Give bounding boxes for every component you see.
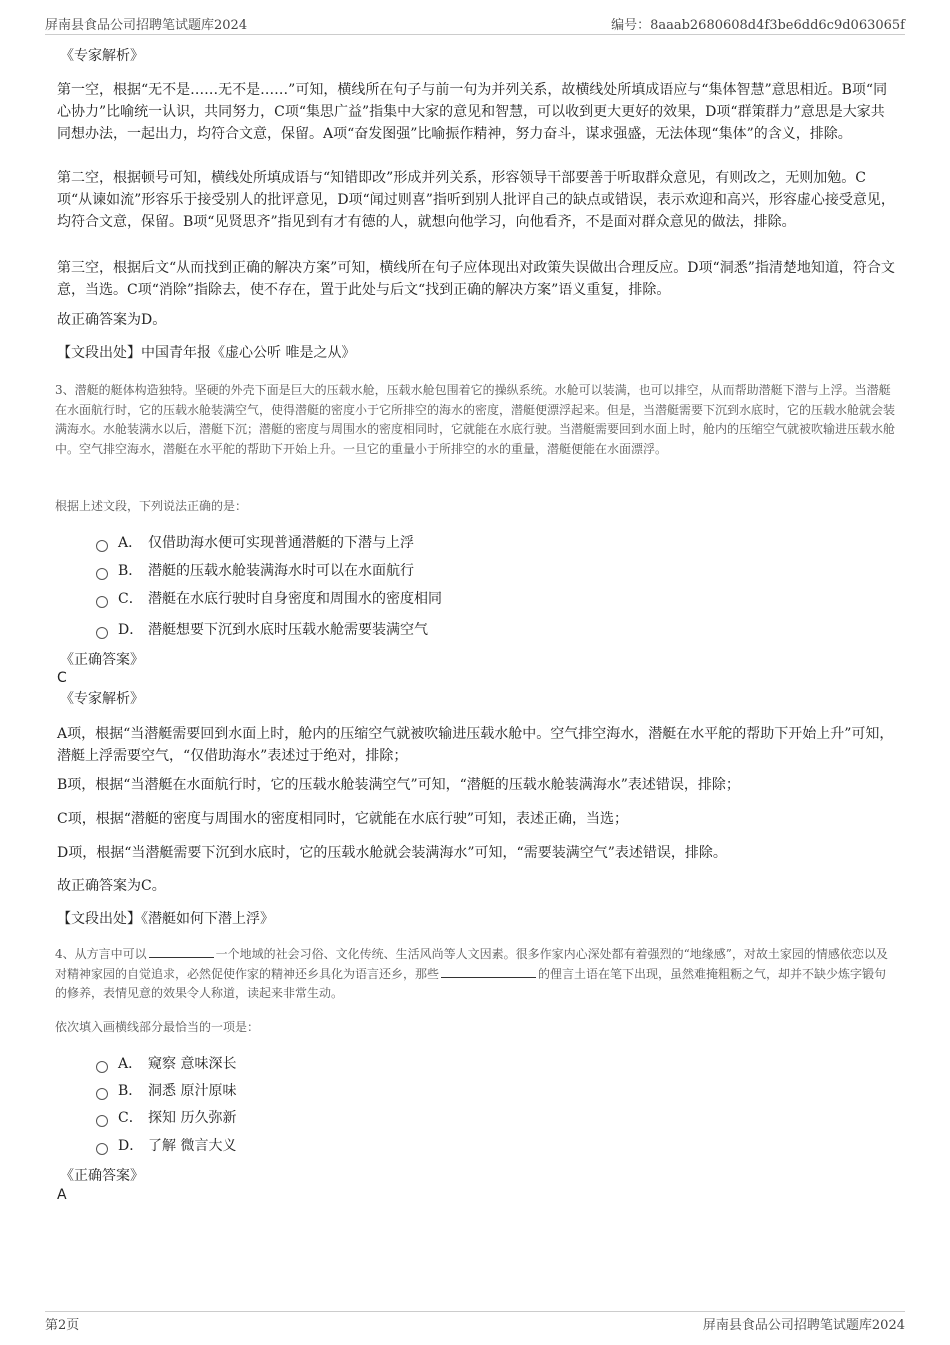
fill-blank-2 <box>441 965 536 978</box>
q3-option-a[interactable]: A． 仅借助海水便可实现普通潜艇的下潜与上浮 <box>96 533 414 553</box>
q2-analysis-label: 《专家解析》 <box>60 48 144 64</box>
q3-answer-label: 《正确答案》 <box>60 652 144 668</box>
q4-option-b[interactable]: B． 洞悉 原汁原味 <box>96 1081 236 1101</box>
footer-title: 屏南县食品公司招聘笔试题库2024 <box>702 1318 905 1333</box>
header-document-id: 编号：8aaab2680608d4f3be6dd6c9d063065f <box>611 18 905 33</box>
q3-analysis-d: D项，根据“当潜艇需要下沉到水底时，它的压载水舱就会装满海水”可知，“需要装满空气”表述错误，排除。 <box>57 845 727 861</box>
page-header <box>45 14 905 35</box>
q3-option-d[interactable]: D． 潜艇想要下沉到水底时压载水舱需要装满空气 <box>96 620 428 640</box>
q2-conclusion: 故正确答案为D。 <box>57 312 167 328</box>
q3-answer: C <box>57 670 67 686</box>
radio-icon[interactable] <box>96 627 108 639</box>
q4-option-a[interactable]: A． 窥察 意味深长 <box>96 1054 236 1074</box>
q3-stem: 3、潜艇的艇体构造独特。坚硬的外壳下面是巨大的压载水舱，压载水舱包围着它的操纵系统。水舱可以装满，也可以排空，从而帮助潜艇下潜与上浮。当潜艇在水面航行时，它的压载水舱装满空气，使得潜艇的密度小于它所排空的海水的密度，潜艇便漂浮起来。但是，当潜艇需要下沉到水底时，它的压载水舱就会装满海水。水舱装满水以后，潜艇下沉；潜艇的密度与周围水的密度相同时，它就能在水底行驶。当潜艇需要回到水面上时，舱内的压缩空气就被吹输进压载水舱中。空气排空海水，潜艇在水平舵的帮助下开始上升。一旦它的重量小于所排空的水的重量，潜艇便能在水面漂浮。 <box>55 383 896 456</box>
radio-icon[interactable] <box>96 568 108 580</box>
page-footer <box>45 1311 905 1336</box>
q3-analysis-c: C项，根据“潜艇的密度与周围水的密度相同时，它就能在水底行驶”可知，表述正确，当选； <box>57 811 629 827</box>
radio-icon[interactable] <box>96 596 108 608</box>
q4-option-d[interactable]: D． 了解 微言大义 <box>96 1136 236 1156</box>
q3-option-b[interactable]: B． 潜艇的压载水舱装满海水时可以在水面航行 <box>96 561 414 581</box>
q2-analysis-paragraph-3: 第三空，根据后文“从而找到正确的解决方案”可知，横线所在句子应体现出对政策失误做出合理反应。D项“洞悉”指清楚地知道，符合文意，当选。C项“消除”指除去，使不存在，置于此处与后文“找到正确的解决方案”语义重复，排除。 <box>57 260 895 298</box>
q3-prompt: 根据上述文段，下列说法正确的是： <box>55 499 248 513</box>
radio-icon[interactable] <box>96 1115 108 1127</box>
radio-icon[interactable] <box>96 1088 108 1100</box>
q3-conclusion: 故正确答案为C。 <box>57 878 166 894</box>
q3-analysis-label: 《专家解析》 <box>60 691 144 707</box>
radio-icon[interactable] <box>96 1143 108 1155</box>
radio-icon[interactable] <box>96 540 108 552</box>
q2-analysis-paragraph-1: 第一空，根据“无不是……无不是……”可知，横线所在句子与前一句为并列关系，故横线处所填成语应与“集体智慧”意思相近。B项“同心协力”比喻统一认识，共同努力，C项“集思广益”指集中大家的意见和智慧，可以收到更大更好的效果，D项“群策群力”意思是大家共同想办法，一起出力，均符合文意，保留。A项“奋发图强”比喻振作精神，努力奋斗，谋求强盛，无法体现“集体”的含义，排除。 <box>57 82 888 142</box>
q4-option-c[interactable]: C． 探知 历久弥新 <box>96 1108 236 1128</box>
header-title: 屏南县食品公司招聘笔试题库2024 <box>45 18 248 33</box>
page-number: 第2页 <box>45 1318 80 1333</box>
radio-icon[interactable] <box>96 1061 108 1073</box>
q4-answer-label: 《正确答案》 <box>60 1168 144 1184</box>
q2-source: 【文段出处】中国青年报《虚心公听 唯是之从》 <box>57 345 356 361</box>
q3-analysis-a: A项，根据“当潜艇需要回到水面上时，舱内的压缩空气就被吹输进压载水舱中。空气排空海水，潜艇在水平舵的帮助下开始上升”可知，潜艇上浮需要空气，“仅借助海水”表述过于绝对，排除； <box>57 726 894 764</box>
q4-answer: A <box>57 1187 67 1203</box>
q3-analysis-b: B项，根据“当潜艇在水面航行时，它的压载水舱装满空气”可知，“潜艇的压载水舱装满海水”表述错误，排除； <box>57 777 740 793</box>
fill-blank-1 <box>149 945 214 958</box>
q3-option-c[interactable]: C． 潜艇在水底行驶时自身密度和周围水的密度相同 <box>96 589 442 609</box>
q2-analysis-paragraph-2: 第二空，根据顿号可知，横线处所填成语与“知错即改”形成并列关系，形容领导干部要善于听取群众意见，有则改之，无则加勉。C项“从谏如流”形容乐于接受别人的批评意见，D项“闻过则喜”指听到别人批评自己的缺点或错误，表示欢迎和高兴，形容虚心接受意见，均符合文意，保留。B项“见贤思齐”指见到有才有德的人，就想向他学习，向他看齐，不是面对群众意见的做法，排除。 <box>57 170 895 230</box>
q3-source: 【文段出处】《潜艇如何下潜上浮》 <box>57 911 274 927</box>
q4-stem: 4、从方言中可以 一个地域的社会习俗、文化传统、生活风尚等人文因素。很多作家内心深处都有着强烈的“地缘感”，对故土家园的情感依恋以及对精神家园的自觉追求，必然促使作家的精神还乡具化为语言还乡，那些 的俚言土语在笔下出现，虽然难掩粗粝之气，却并不缺少炼字锻句的修养，表情见意的效果令人称道，读起来非常生动。 <box>55 947 888 1000</box>
q4-prompt: 依次填入画横线部分最恰当的一项是： <box>55 1020 260 1034</box>
